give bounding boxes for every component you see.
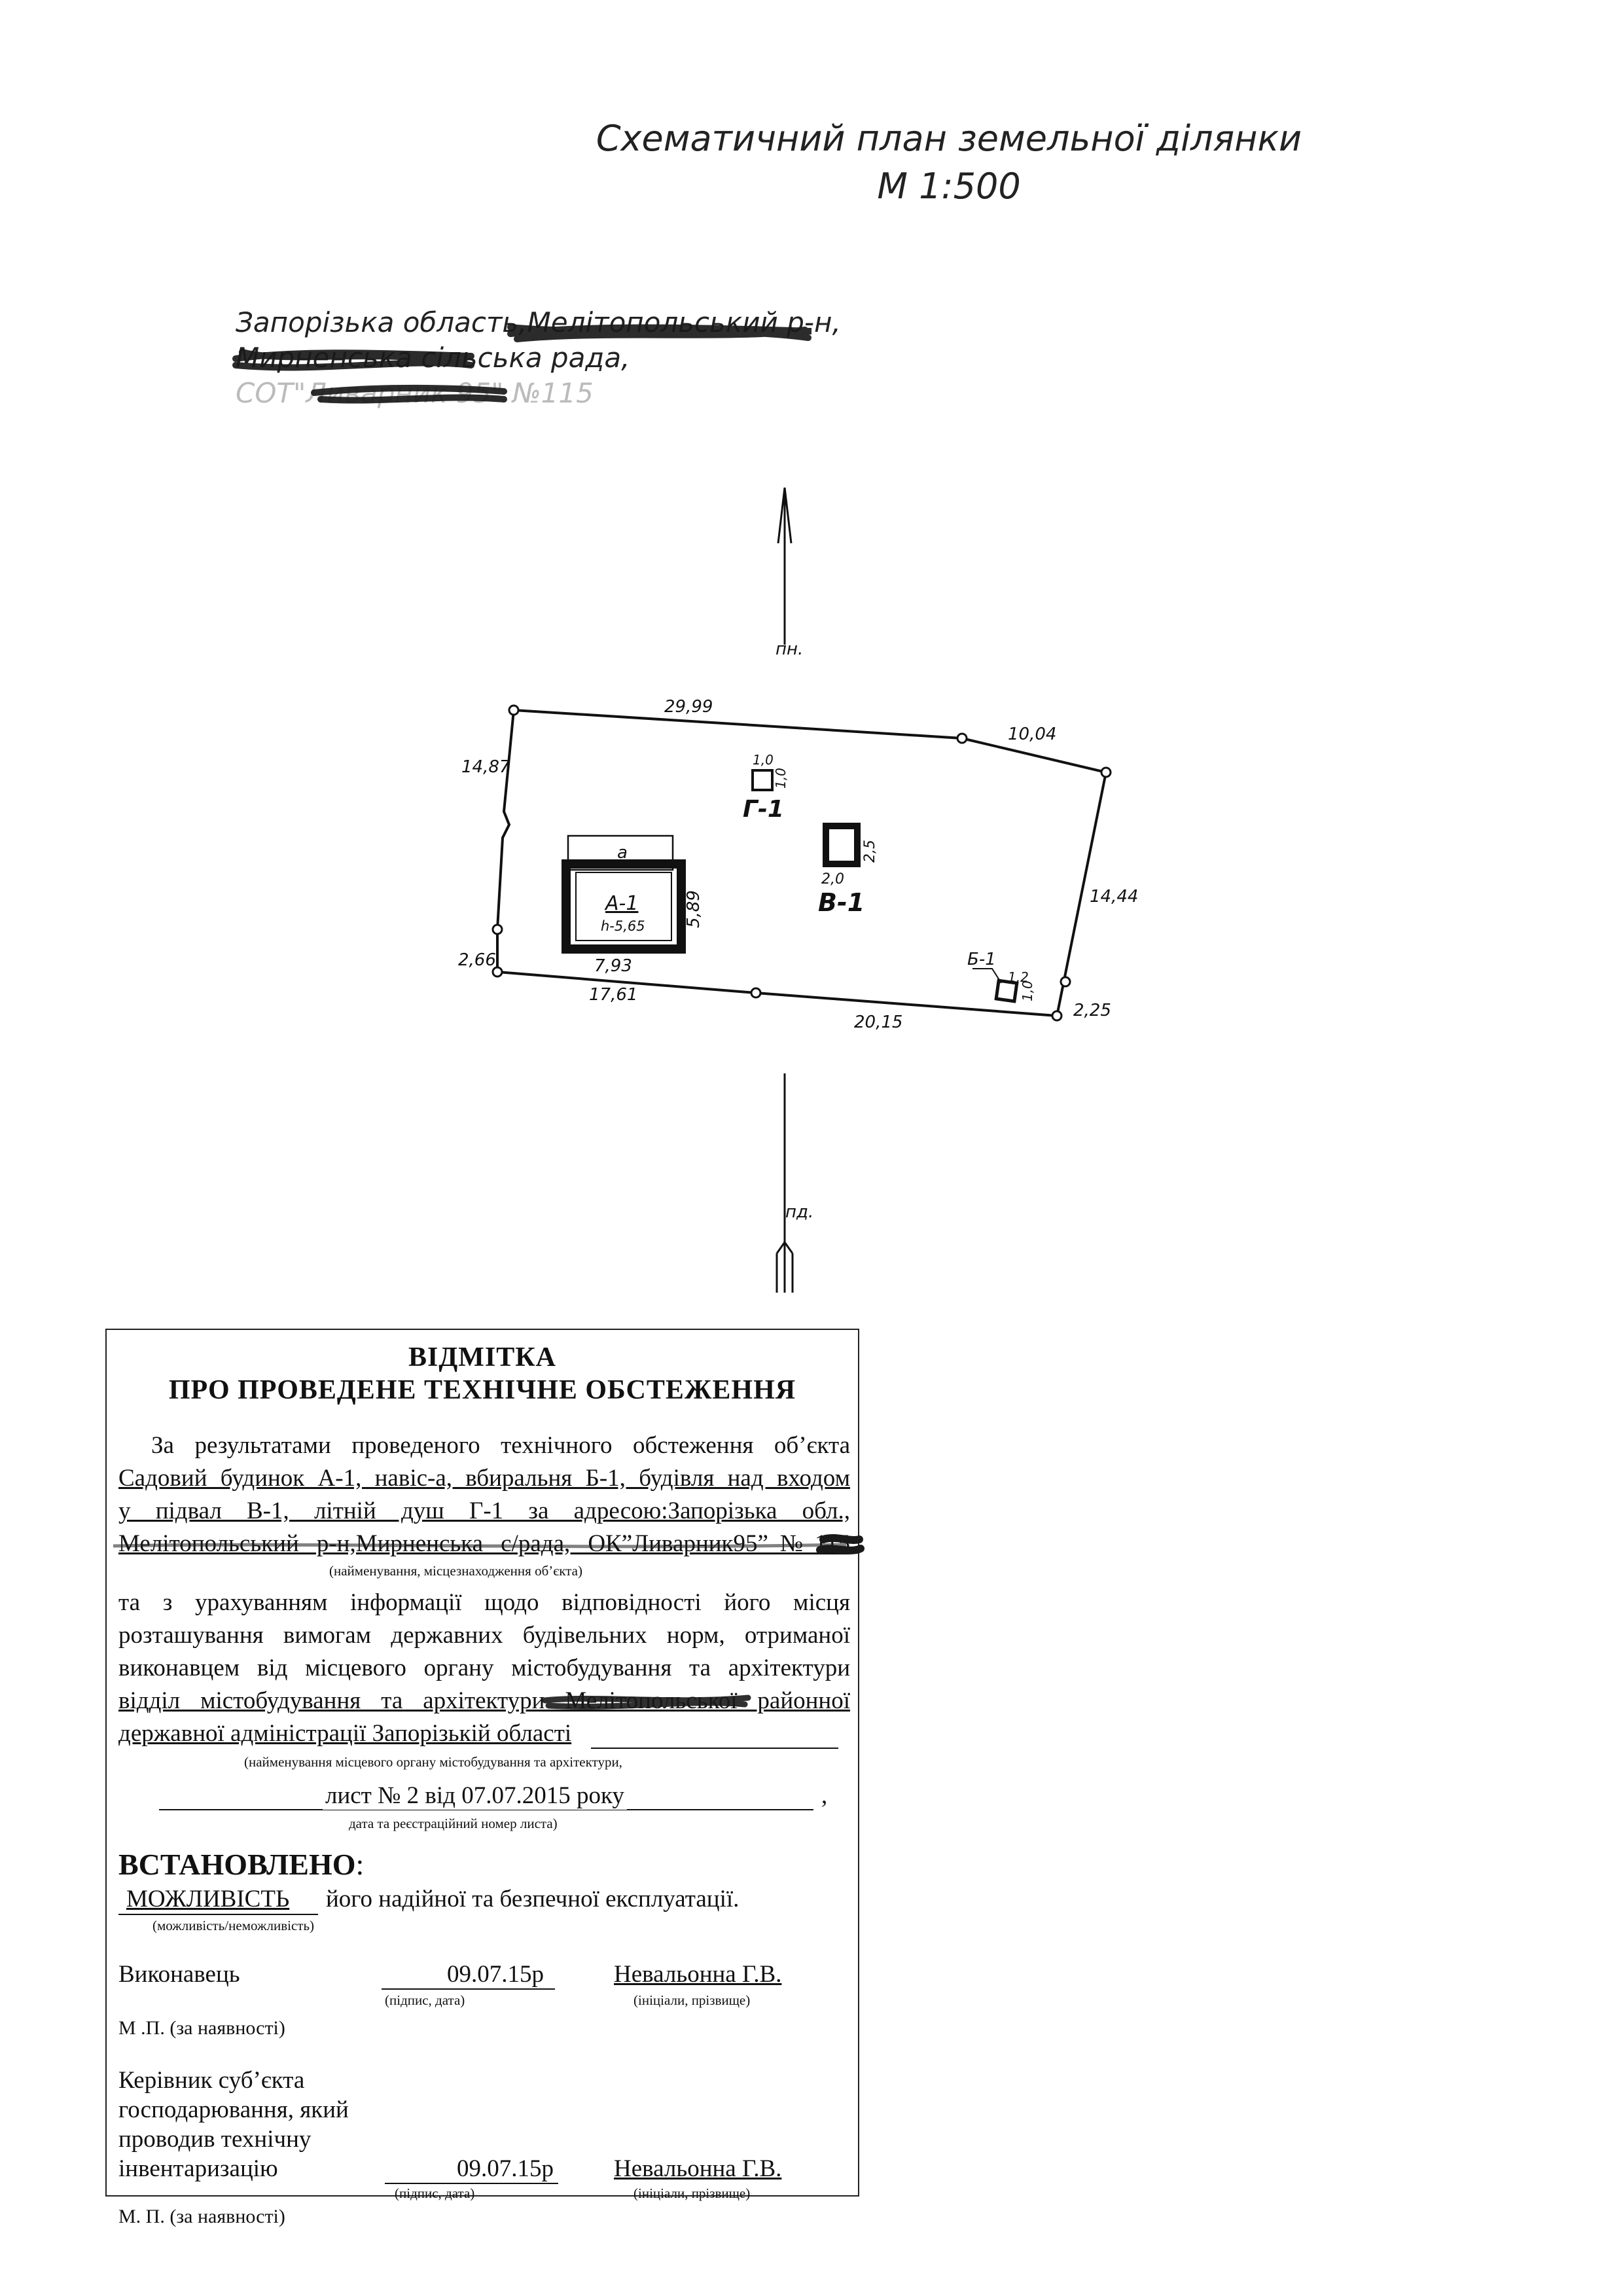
south-label: пд.	[785, 1202, 814, 1222]
caption-sign-1: (підпис, дата)	[385, 1992, 465, 2008]
established-colon: :	[355, 1848, 365, 1881]
redaction-scribble-2	[113, 1530, 866, 1563]
mark-title-2: ПРО ПРОВЕДЕНЕ ТЕХНІЧНЕ ОБСТЕЖЕННЯ	[168, 1375, 796, 1405]
canopy-label: а	[617, 843, 628, 863]
dim-left: 14,87	[461, 757, 510, 777]
possibility-value: МОЖЛИВІСТЬ	[126, 1886, 290, 1912]
executor-date: 09.07.15р	[447, 1961, 544, 1988]
dim-left-bottom: 2,66	[458, 950, 496, 970]
dim-shower-w: 1,0	[753, 752, 774, 768]
mark-p9: державної адміністрації Запорізькій області	[118, 1720, 572, 1747]
head-line-1: Керівник суб’єкта	[118, 2067, 305, 2094]
seal-1: М .П. (за наявності)	[118, 2017, 285, 2039]
head-date: 09.07.15р	[457, 2155, 554, 2182]
cellar-label: В-1	[818, 888, 865, 917]
mark-p1: За результатами проведеного технічного обстеження об’єкта	[151, 1432, 850, 1459]
north-label: пн.	[776, 639, 804, 659]
dim-toilet-w: 1,2	[1008, 969, 1029, 985]
dim-cellar-w: 2,0	[821, 871, 844, 888]
caption-possibility: (можливість/неможливість)	[152, 1918, 315, 1933]
mark-p4: Мелітопольський р-н,Мирненська с/рада, ОК”Ливарник95”№115	[118, 1530, 850, 1557]
dim-bottom-left: 17,61	[589, 985, 638, 1005]
shower-g1	[753, 770, 772, 790]
caption-name-2: (ініціали, прізвище)	[633, 2185, 751, 2201]
caption-letter: дата та реєстраційний номер листа)	[349, 1816, 558, 1831]
address-line-2: Мирненська сільська рада,	[236, 342, 630, 374]
mark-p2: Садовий будинок А-1, навіс-а, вбиральня Б-1, будівля над входом	[118, 1465, 850, 1492]
established-word: ВСТАНОВЛЕНО	[118, 1848, 356, 1881]
caption-authority: (найменування місцевого органу містобудування та архітектури,	[244, 1754, 622, 1770]
cellar-v1	[826, 826, 857, 864]
dim-bottom-right: 20,15	[854, 1013, 903, 1032]
redaction-scribble-3	[542, 1689, 751, 1715]
dim-house-depth: 5,89	[684, 890, 704, 928]
inspection-mark-box	[105, 1329, 859, 2227]
address-line-1: Запорізька область,Мелітопольський р-н,	[236, 306, 841, 338]
head-line-2: господарювання, який	[118, 2096, 349, 2123]
shower-label: Г-1	[743, 796, 784, 823]
dim-toilet-h: 1,0	[1020, 980, 1035, 1001]
caption-sign-2: (підпис, дата)	[395, 2185, 475, 2201]
dim-top-right: 10,04	[1008, 725, 1057, 744]
mark-p6: розташування вимогам державних будівельних норм, отриманої	[118, 1622, 850, 1649]
executor-name: Невальонна Г.В.	[614, 1961, 782, 1988]
dim-house-width: 7,93	[594, 956, 632, 976]
head-line-3: проводив технічну	[118, 2126, 312, 2153]
dim-bottom-corner: 2,25	[1073, 1001, 1111, 1020]
house-height: h-5,65	[601, 918, 645, 934]
toilet-label: Б-1	[967, 950, 996, 969]
dim-top-left: 29,99	[664, 697, 713, 717]
page-scale: М 1:500	[877, 166, 1021, 207]
mark-p3: у підвал В-1, літній душ Г-1 за адресою:Запорізька обл.,	[118, 1498, 850, 1524]
mark-letter: лист № 2 від 07.07.2015 року	[323, 1782, 627, 1810]
mark-title-1: ВІДМІТКА	[408, 1342, 557, 1372]
mark-p8: відділ містобудування та архітектури Мелітопольської районної	[118, 1687, 850, 1714]
page-title: Схематичний план земельної ділянки	[596, 118, 1302, 159]
mark-p5: та з урахуванням інформації щодо відповідності його місця	[118, 1589, 850, 1616]
executor-label: Виконавець	[118, 1961, 240, 1988]
mark-letter-end: ,	[821, 1782, 828, 1809]
address-line-3: СОТ"Ливарник 95" №115	[236, 377, 594, 409]
seal-2: М. П. (за наявності)	[118, 2206, 285, 2227]
possibility-rest: його надійної та безпечної експлуатації.	[326, 1886, 740, 1912]
caption-name-1: (ініціали, прізвище)	[633, 1992, 751, 2008]
house-label: А-1	[605, 892, 639, 915]
dim-right: 14,44	[1090, 887, 1139, 906]
mark-p7: виконавцем від місцевого органу містобудування та архітектури	[118, 1655, 850, 1681]
established-heading	[118, 1847, 364, 1882]
head-name: Невальонна Г.В.	[614, 2155, 782, 2182]
head-line-4: інвентаризацію	[118, 2155, 278, 2182]
caption-object: (найменування, місцезнаходження об’єкта)	[329, 1563, 582, 1579]
dim-cellar-h: 2,5	[862, 840, 878, 863]
dim-shower-h: 1,0	[773, 768, 789, 789]
